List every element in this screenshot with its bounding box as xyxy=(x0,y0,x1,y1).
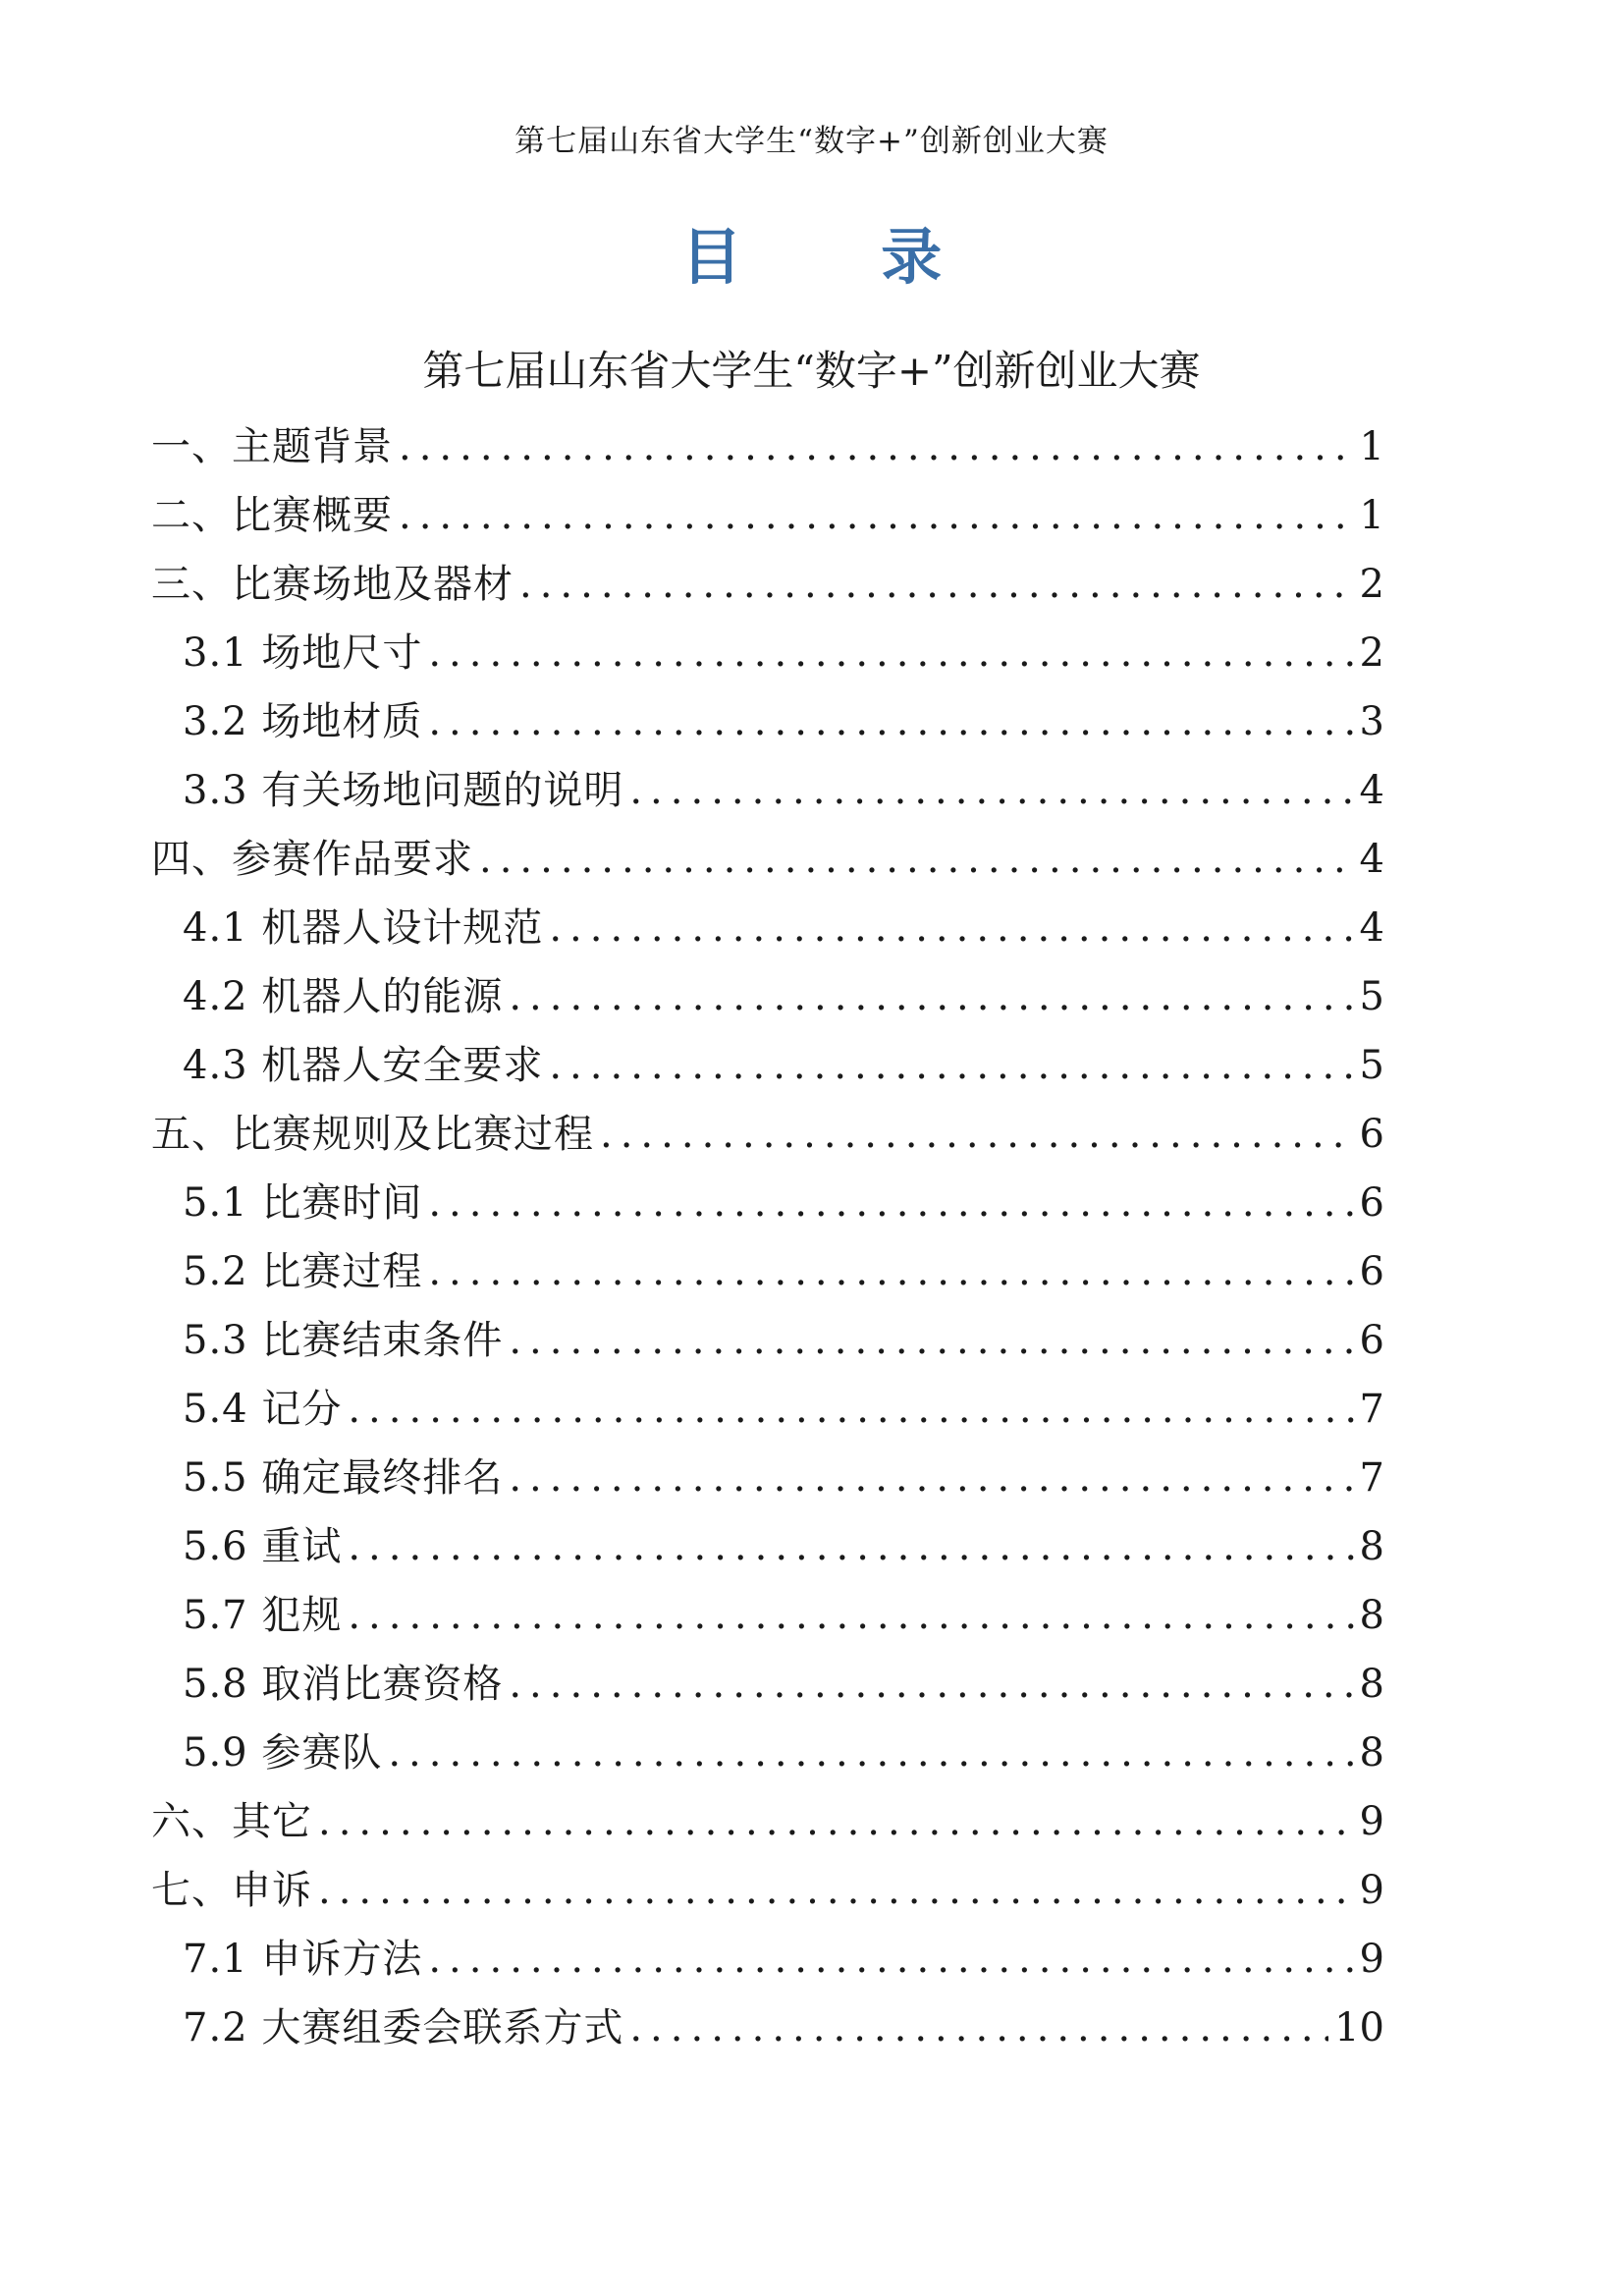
toc-leader-dots xyxy=(509,962,1353,1031)
toc-entry[interactable] xyxy=(151,687,1384,756)
toc-entry[interactable] xyxy=(151,1650,1384,1719)
toc-entry-page-number: 3 xyxy=(1359,699,1384,744)
toc-entry[interactable] xyxy=(151,1856,1384,1925)
toc-leader-dots xyxy=(549,1031,1353,1100)
toc-title: 目 录 xyxy=(680,221,1001,293)
toc-leader-dots xyxy=(428,1237,1353,1306)
toc-leader-dots xyxy=(388,1719,1353,1787)
toc-entry-label: 一、主题背景 xyxy=(151,424,393,469)
toc-leader-dots xyxy=(629,1994,1328,2062)
toc-entry-label: 4.1 机器人设计规范 xyxy=(183,905,544,951)
toc-leader-dots xyxy=(428,1169,1353,1237)
toc-entry-label: 三、比赛场地及器材 xyxy=(151,562,514,607)
toc-entry-page-number: 5 xyxy=(1359,1043,1384,1088)
toc-entry-page-number: 8 xyxy=(1359,1662,1384,1707)
toc-leader-dots xyxy=(600,1100,1354,1169)
toc-leader-dots xyxy=(399,412,1354,481)
toc-entry-page-number: 1 xyxy=(1359,424,1384,469)
toc-entry-label: 4.3 机器人安全要求 xyxy=(183,1043,544,1088)
toc-entry[interactable] xyxy=(151,481,1384,550)
toc-entry-label: 四、参赛作品要求 xyxy=(151,837,473,882)
toc-leader-dots xyxy=(549,894,1353,962)
toc-entry-page-number: 8 xyxy=(1359,1593,1384,1638)
toc-entry[interactable] xyxy=(151,1169,1384,1237)
toc-entry-label: 5.6 重试 xyxy=(183,1524,343,1569)
toc-entry-label: 七、申诉 xyxy=(151,1868,312,1913)
toc-entry-page-number: 9 xyxy=(1359,1868,1384,1913)
toc-entry-label: 二、比赛概要 xyxy=(151,493,393,538)
toc-entry-label: 五、比赛规则及比赛过程 xyxy=(151,1112,594,1157)
page-header: 第七届山东省大学生“数字+”创新创业大赛 xyxy=(514,124,1109,159)
toc-entry-page-number: 6 xyxy=(1359,1180,1384,1226)
toc-entry-label: 7.2 大赛组委会联系方式 xyxy=(183,2005,624,2050)
toc-entry[interactable] xyxy=(151,1994,1384,2062)
toc-entry[interactable] xyxy=(151,1925,1384,1994)
toc-entry-page-number: 5 xyxy=(1359,974,1384,1019)
toc-entry-page-number: 2 xyxy=(1359,630,1384,676)
toc-entry-label: 5.7 犯规 xyxy=(183,1593,343,1638)
toc-entry-page-number: 2 xyxy=(1359,562,1384,607)
toc-entry[interactable] xyxy=(151,1375,1384,1444)
toc-entry[interactable] xyxy=(151,1719,1384,1787)
toc-entry[interactable] xyxy=(151,619,1384,687)
toc-entry-page-number: 4 xyxy=(1359,768,1384,813)
toc-entry-page-number: 7 xyxy=(1359,1387,1384,1432)
toc-leader-dots xyxy=(509,1444,1353,1512)
toc-entry[interactable] xyxy=(151,1237,1384,1306)
toc-entry-page-number: 9 xyxy=(1359,1937,1384,1982)
toc-entry[interactable] xyxy=(151,1512,1384,1581)
toc-leader-dots xyxy=(348,1375,1353,1444)
toc-entry-label: 5.8 取消比赛资格 xyxy=(183,1662,504,1707)
toc-leader-dots xyxy=(399,481,1354,550)
toc-entry-page-number: 6 xyxy=(1359,1318,1384,1363)
toc-entry[interactable] xyxy=(151,962,1384,1031)
toc-entry-page-number: 8 xyxy=(1359,1730,1384,1776)
toc-entry[interactable] xyxy=(151,756,1384,825)
toc-leader-dots xyxy=(318,1856,1354,1925)
toc-entry-label: 5.4 记分 xyxy=(183,1387,343,1432)
toc-leader-dots xyxy=(428,1925,1353,1994)
toc-entry[interactable] xyxy=(151,1787,1384,1856)
toc-leader-dots xyxy=(318,1787,1354,1856)
toc-entry-label: 5.3 比赛结束条件 xyxy=(183,1318,504,1363)
toc-leader-dots xyxy=(519,550,1354,619)
toc-leader-dots xyxy=(428,687,1353,756)
toc-leader-dots xyxy=(348,1581,1353,1650)
toc-entry-label: 六、其它 xyxy=(151,1799,312,1844)
toc-entry-page-number: 4 xyxy=(1359,837,1384,882)
toc-entry-page-number: 6 xyxy=(1359,1112,1384,1157)
toc-subtitle: 第七届山东省大学生“数字+”创新创业大赛 xyxy=(422,347,1201,395)
toc-entry-label: 5.1 比赛时间 xyxy=(183,1180,423,1226)
toc-entry-label: 4.2 机器人的能源 xyxy=(183,974,504,1019)
toc-entry[interactable] xyxy=(151,1100,1384,1169)
toc-leader-dots xyxy=(479,825,1354,894)
toc-entry[interactable] xyxy=(151,1581,1384,1650)
toc-entry[interactable] xyxy=(151,550,1384,619)
toc-leader-dots xyxy=(629,756,1353,825)
toc-entry-page-number: 8 xyxy=(1359,1524,1384,1569)
toc-entry[interactable] xyxy=(151,1306,1384,1375)
toc-entry-label: 5.5 确定最终排名 xyxy=(183,1455,504,1501)
toc-entry[interactable] xyxy=(151,1031,1384,1100)
toc-entry-page-number: 1 xyxy=(1359,493,1384,538)
toc-entry-page-number: 7 xyxy=(1359,1455,1384,1501)
toc-entry-label: 3.2 场地材质 xyxy=(183,699,423,744)
toc-entry[interactable] xyxy=(151,825,1384,894)
toc-leader-dots xyxy=(509,1306,1353,1375)
toc-entry-label: 5.2 比赛过程 xyxy=(183,1249,423,1294)
toc-entry-label: 7.1 申诉方法 xyxy=(183,1937,423,1982)
toc-entry-page-number: 9 xyxy=(1359,1799,1384,1844)
toc-entry[interactable] xyxy=(151,1444,1384,1512)
toc-entry[interactable] xyxy=(151,894,1384,962)
toc-entry-label: 5.9 参赛队 xyxy=(183,1730,383,1776)
toc-entry-page-number: 4 xyxy=(1359,905,1384,951)
toc-entry[interactable] xyxy=(151,412,1384,481)
toc-entry-page-number: 10 xyxy=(1334,2005,1384,2050)
toc-leader-dots xyxy=(428,619,1353,687)
table-of-contents xyxy=(151,412,1384,2062)
toc-entry-label: 3.3 有关场地问题的说明 xyxy=(183,768,624,813)
toc-leader-dots xyxy=(348,1512,1353,1581)
toc-entry-page-number: 6 xyxy=(1359,1249,1384,1294)
toc-leader-dots xyxy=(509,1650,1353,1719)
toc-entry-label: 3.1 场地尺寸 xyxy=(183,630,423,676)
